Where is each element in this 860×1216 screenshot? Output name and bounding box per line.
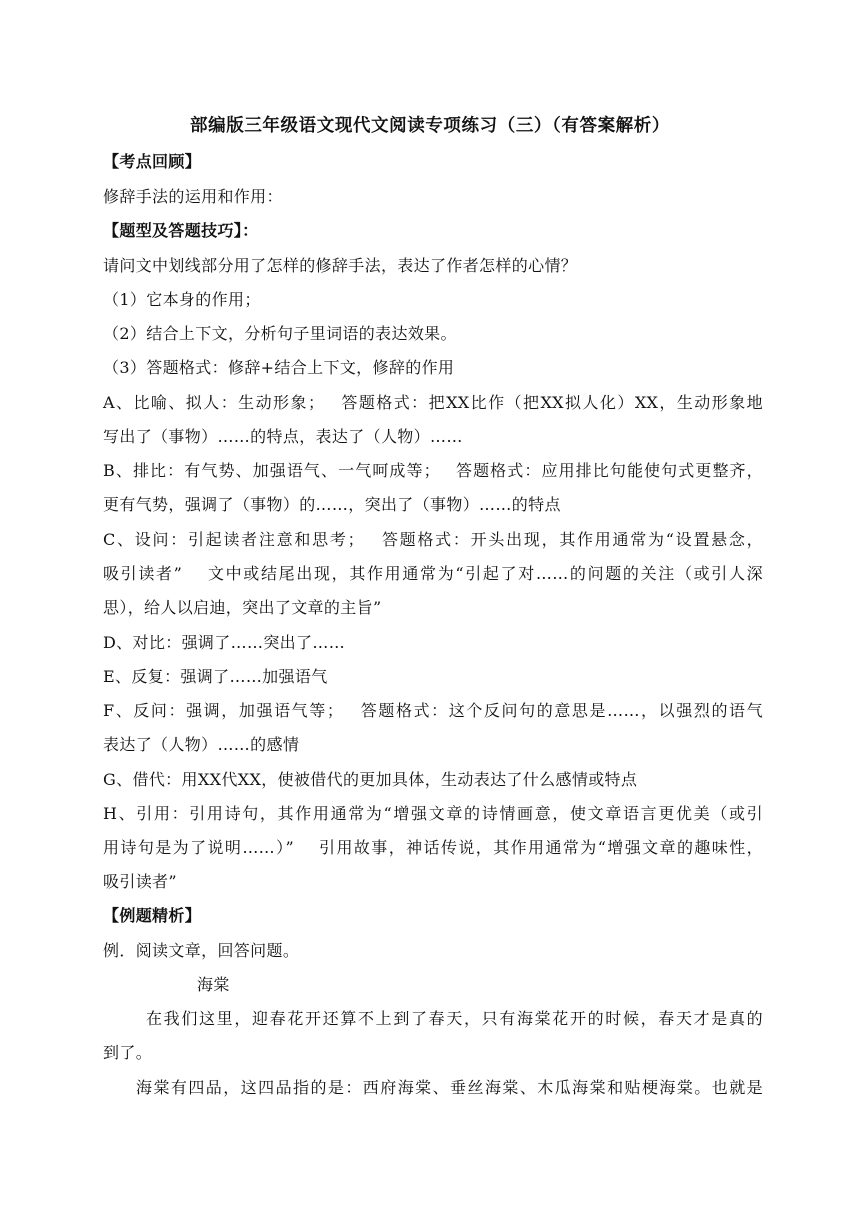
list-item: （1）它本身的作用； <box>103 290 261 309</box>
section-heading-review: 【考点回顾】 <box>103 152 202 171</box>
text-line: H、引用：引用诗句，其作用通常为“增强文章的诗情画意，使文章语言更优美（或引 <box>103 804 763 823</box>
text-line: 例．阅读文章，回答问题。 <box>103 941 300 960</box>
text-line: G、借代：用XX代XX，使被借代的更加具体，生动表达了什么感情或特点 <box>103 770 638 789</box>
text-line: C、设问：引起读者注意和思考； 答题格式：开头出现，其作用通常为“设置悬念， <box>103 530 763 549</box>
passage-line: 海棠有四品，这四品指的是：西府海棠、垂丝海棠、木瓜海棠和贴梗海棠。也就是 <box>136 1078 763 1097</box>
section-heading-techniques: 【题型及答题技巧】： <box>103 221 259 240</box>
document-title: 部编版三年级语文现代文阅读专项练习（三）（有答案解析） <box>190 116 670 136</box>
text-line: 修辞手法的运用和作用： <box>103 187 283 206</box>
text-line: 请问文中划线部分用了怎样的修辞手法，表达了作者怎样的心情？ <box>103 256 578 275</box>
passage-title: 海棠 <box>197 975 230 994</box>
list-item: （3）答题格式：修辞+结合上下文，修辞的作用 <box>103 358 455 377</box>
text-line: 更有气势，强调了（事物）的……，突出了（事物）……的特点 <box>103 495 561 514</box>
section-heading-example: 【例题精析】 <box>103 906 202 925</box>
text-line: A、比喻、拟人：生动形象； 答题格式：把XX比作（把XX拟人化）XX，生动形象地 <box>103 393 763 412</box>
passage-line: 到了。 <box>103 1043 153 1062</box>
text-line: 用诗句是为了说明……）” 引用故事，神话传说，其作用通常为“增强文章的趣味性， <box>103 838 763 857</box>
passage-line: 在我们这里，迎春花开还算不上到了春天，只有海棠花开的时候，春天才是真的 <box>146 1009 763 1028</box>
text-line: 表达了（人物）……的感情 <box>103 735 300 754</box>
text-line: 吸引读者” <box>103 872 177 891</box>
text-line: 吸引读者” 文中或结尾出现，其作用通常为“引起了对……的问题的关注（或引人深 <box>103 564 763 583</box>
list-item: （2）结合上下文，分析句子里词语的表达效果。 <box>103 324 457 343</box>
text-line: B、排比：有气势、加强语气、一气呵成等； 答题格式：应用排比句能使句式更整齐， <box>103 461 763 480</box>
text-line: 思），给人以启迪，突出了文章的主旨” <box>103 598 382 617</box>
text-line: F、反问：强调，加强语气等； 答题格式：这个反问句的意思是……，以强烈的语气 <box>103 701 763 720</box>
text-line: E、反复：强调了……加强语气 <box>103 667 328 686</box>
text-line: 写出了（事物）……的特点，表达了（人物）…… <box>103 427 463 446</box>
text-line: D、对比：强调了……突出了…… <box>103 633 346 652</box>
